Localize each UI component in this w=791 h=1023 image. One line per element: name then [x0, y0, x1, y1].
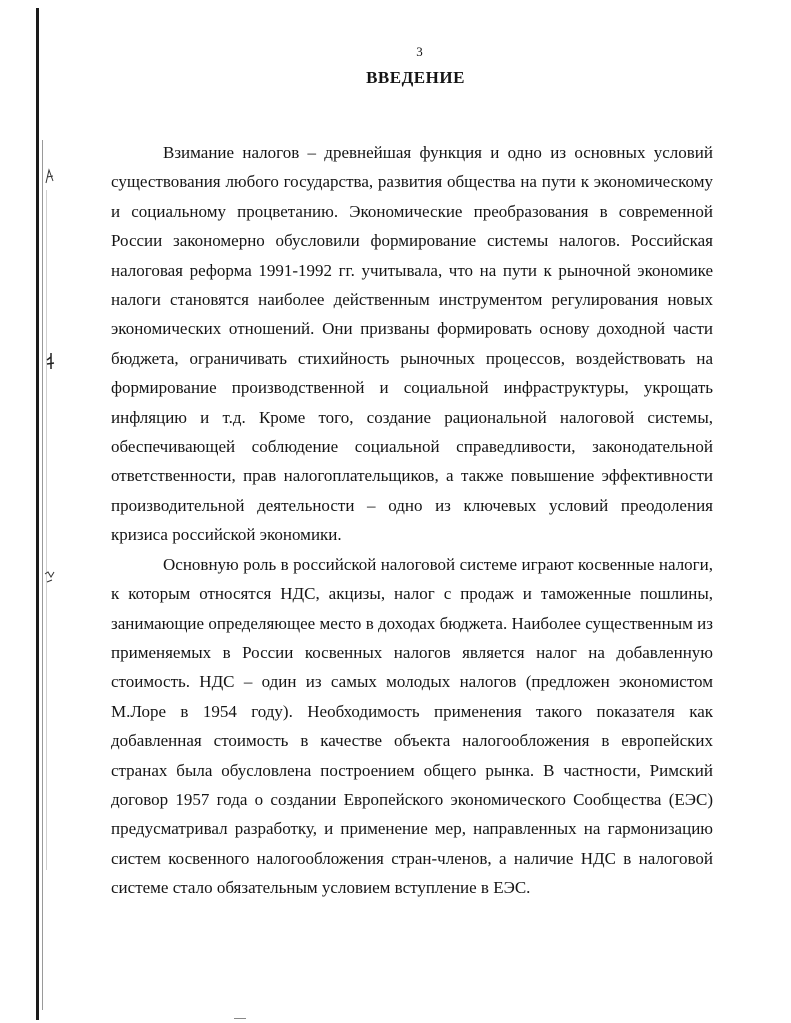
- scan-artifact-tick: [234, 1018, 246, 1019]
- paragraph: Взимание налогов – древнейшая функция и одно из основных условий существования любого государства, развития общества на пути к экономическому и социальному процветанию. Экономические преобразования в современной России закономерно обусловили формирование системы налогов. Российская налоговая реформа 1991-1992 гг. учитывала, что на пути к рыночной экономике налоги становятся наиболее действенным инструментом регулирования новых экономических отношений. Они призваны формировать основу доходной части бюджета, ограничивать стихийность рыночных процессов, воздействовать на формирование производственной и социальной инфраструктуры, укрощать инфляцию и т.д. Кроме того, создание рациональной налоговой системы, обеспечивающей соблюдение социальной справедливости, законодательной ответственности, прав налогоплательщиков, а также повышение эффективности производительной деятельности – одно из ключевых условий преодоления кризиса российской экономики.: [111, 143, 713, 545]
- scan-binding-edge: [36, 8, 39, 1020]
- body-text: [111, 138, 713, 903]
- paragraph: Основную роль в российской налоговой системе играют косвенные налоги, к которым относятся НДС, акцизы, налог с продаж и таможенные пошлины, занимающие определяющее место в доходах бюджета. Наиболее существенным из применяемых в России косвенных налогов является налог на добавленную стоимость. НДС – один из самых молодых налогов (предложен экономистом М.Лоре в 1954 году). Необходимость применения такого показателя как добавленная стоимость в качестве объекта налогообложения в европейских странах была обусловлена построением общего рынка. В частности, Римский договор 1957 года о создании Европейского экономического Сообщества (ЕЭС) предусматривал разработку, и применение мер, направленных на гармонизацию систем косвенного налогообложения стран-членов, а наличие НДС в налоговой системе стало обязательным условием вступление в ЕЭС.: [111, 554, 713, 898]
- scan-binding-shadow-faint: [46, 190, 47, 870]
- scan-artifact-mark: [44, 167, 56, 185]
- scan-artifact-mark: [44, 352, 56, 370]
- page-number: 3: [416, 44, 423, 59]
- scan-artifact-mark: [44, 568, 56, 586]
- page-title: ВВЕДЕНИЕ: [366, 68, 465, 87]
- scan-binding-shadow: [42, 140, 43, 1010]
